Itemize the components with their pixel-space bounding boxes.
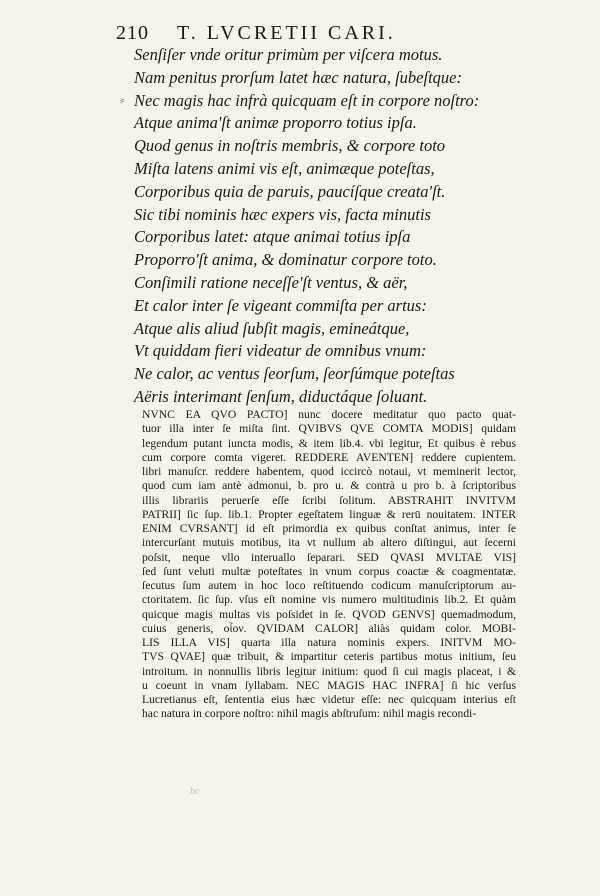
- commentary-line: libri manuſcr. reddere habentem, quod iccircò notaui, vt meminerit lector,: [142, 465, 516, 478]
- verse-line: Et calor inter ſe vigeant commiſta per artus:: [134, 295, 427, 315]
- commentary-block: [142, 408, 516, 722]
- page-number: 210: [116, 22, 149, 44]
- commentary-line: ſed ſunt veluti multæ poteſtates in vnum corpus coactæ & coagmentatæ.: [142, 564, 516, 578]
- verse-line: Atque anima'ſt animæ proporro totius ipſa.: [134, 113, 417, 133]
- commentary-line: tuor illa inter ſe miſta ſint. QVIBVS QVE COMTA MODIS] quidam: [142, 422, 516, 436]
- verse-line: Sic tibi nominis hæc expers vis, facta minutis: [134, 204, 431, 224]
- commentary-line: u coeunt in vnam ſyllabam. NEC MAGIS HAC INFRA] ſi hic verſus: [142, 678, 516, 692]
- verse-line: Aëris interimant ſenſum, diductáque ſoluant.: [134, 386, 428, 406]
- commentary-line: illis librariis peruerſe eſſe ſcribi ſolitum. ABSTRAHIT INVITVM: [142, 493, 516, 507]
- verse-line: Quod genus in noſtris membris, & corpore toto: [134, 136, 446, 156]
- verse-line: Proporro'ſt anima, & dominatur corpore toto.: [134, 250, 437, 270]
- commentary-line: poſsit, neque vllo interuallo ſeparari. SED QVASI MVLTAE VIS]: [142, 550, 516, 564]
- verse-block: [134, 44, 504, 409]
- marginal-mark: ⸗: [120, 92, 123, 107]
- commentary-line: LIS ILLA VIS] quarta illa natura nominis expers. INITVM MO-: [142, 636, 516, 649]
- verse-line: Nam penitus prorſum latet hæc natura, ſubeſtque:: [134, 67, 462, 87]
- commentary-line: ſecutus ſum autem in hoc loco reſtituendo codicum manuſcriptorum au-: [142, 579, 516, 592]
- commentary-line: quod cum iam antè admonui, b. pro u. & contrà u pro b. à ſcriptoribus: [142, 479, 516, 493]
- verse-line: Ne calor, ac ventus ſeorſum, ſeorſúmque poteſtas: [134, 364, 455, 384]
- commentary-line: TVS QVAE] quæ tribuit, & impartitur ceteris partibus motus initium, ſeu: [142, 650, 516, 664]
- commentary-line: PATRII] ſic ſup. lib.1. Propter egeſtatem linguæ & rerū nouitatem. INTER: [142, 507, 516, 521]
- verse-line: Miſta latens animi vis eſt, animæque poteſtas,: [134, 158, 435, 178]
- verse-line: Corporibus latet: atque animai totius ipſa: [134, 227, 411, 247]
- commentary-line: legendum putant iuncta modis, & item lib.4. vbi legitur, Et quibus è rebus: [142, 436, 516, 450]
- running-head: T. LVCRETII CARI.: [177, 22, 396, 44]
- commentary-line: intercurſant mutuis motibus, ita vt nullum ab altero diſtingui, aut ſecerni: [142, 536, 516, 550]
- commentary-line: cuius generis, οἷον. QVIDAM CALOR] aliàs quidam color. MOBI-: [142, 621, 516, 635]
- verse-line: Nec magis hac infrà quicquam eſt in corpore noſtro:: [134, 90, 480, 110]
- verse-line: Atque alis aliud ſubſit magis, emineátque,: [134, 318, 410, 338]
- commentary-line: hac natura in corpore noſtro: nihil magis abſtruſum: nihil magis recondi-: [142, 707, 477, 721]
- commentary-line: Lucretianus eſt, ſententia eius hæc videtur eſſe: nec quicquam interius eſt: [142, 693, 516, 706]
- commentary-line: ctoritatem. ſic ſup. vſus eſt nomine vis numero multitudinis lib.2. Et quàm: [142, 593, 516, 607]
- faint-ink-mark: bc: [190, 786, 200, 797]
- page-header: [116, 22, 488, 46]
- commentary-line: introitum. in nonnullis libris legitur initium: quod ſi cui magis placeat, i &: [142, 664, 516, 678]
- commentary-line: quicque magis multas vis poſsidet in ſe. QVOD GENVS] quemadmodum,: [142, 607, 516, 621]
- verse-line: Vt quiddam fieri videatur de omnibus vnum:: [134, 341, 427, 361]
- verse-line: Senſiſer vnde oritur primùm per viſcera motus.: [134, 45, 443, 64]
- verse-line: Corporibus quia de paruis, paucíſque creata'ſt.: [134, 181, 446, 201]
- verse-line: Conſimili ratione neceſſe'ſt ventus, & aër,: [134, 272, 408, 292]
- commentary-line: ENIM CVRSANT] id eſt primordia ex quibus conſtat animus, inter ſe: [142, 522, 516, 535]
- commentary-line: cum corpore comta vigeret. REDDERE AVENTEN] reddere cupientem.: [142, 450, 516, 464]
- commentary-line: NVNC EA QVO PACTO] nunc docere meditatur quo pacto quat-: [142, 408, 516, 421]
